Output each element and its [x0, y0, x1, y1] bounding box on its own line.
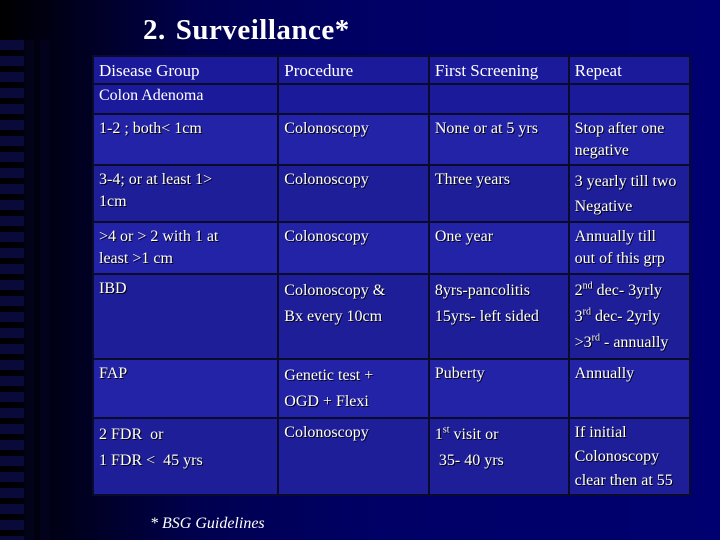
decorative-left-strip: [0, 40, 24, 540]
surveillance-table: [92, 55, 691, 496]
cell-line: Negative: [574, 198, 633, 215]
cell-line: None or at 5 yrs: [434, 120, 538, 137]
header-repeat: Repeat: [569, 56, 690, 84]
cell-repeat: [569, 274, 690, 359]
footnote: * BSG Guidelines: [150, 515, 265, 532]
cell-line: 1cm: [99, 193, 127, 210]
cell-line: Annually: [574, 365, 635, 382]
cell-line: 3-4; or at least 1>: [99, 171, 212, 188]
subheader-colon-adenoma: [93, 84, 278, 114]
cell-line: Three years: [434, 171, 510, 188]
cell-repeat: [569, 418, 690, 495]
cell-first-screening: [429, 418, 569, 495]
cell-line: OGD + Flexi: [284, 393, 369, 410]
title-text: Surveillance*: [175, 14, 350, 46]
table-row: [93, 114, 690, 165]
cell-line: Colonoscopy &: [284, 282, 386, 299]
slide-title: [143, 14, 350, 47]
cell-line: Colonoscopy: [574, 448, 660, 465]
cell-line: [435, 422, 563, 448]
cell-line: Colonoscopy: [284, 424, 369, 441]
cell-line: clear then at 55: [574, 472, 673, 489]
cell-line: Puberty: [434, 365, 485, 382]
cell-line: out of this grp: [574, 250, 665, 267]
cell-procedure: [278, 418, 429, 495]
cell-procedure: [278, 359, 429, 418]
header-procedure: Procedure: [278, 56, 429, 84]
table-header-row: [93, 56, 690, 84]
table-row: [93, 274, 690, 359]
cell-repeat: [569, 165, 690, 222]
header-first-screening: First Screening: [429, 56, 569, 84]
cell-repeat: [569, 222, 690, 274]
cell-disease-group: [93, 114, 278, 165]
cell-line: If initial: [574, 424, 627, 441]
cell-line: 2 FDR or: [99, 426, 164, 443]
cell-first-screening: [429, 114, 569, 165]
title-number: 2.: [143, 14, 166, 46]
table-row: [93, 222, 690, 274]
cell-first-screening: [429, 222, 569, 274]
empty-cell: [569, 84, 690, 114]
cell-repeat: [569, 359, 690, 418]
cell-line: least >1 cm: [99, 250, 173, 267]
table-row: [93, 418, 690, 495]
cell-disease-group: [93, 418, 278, 495]
cell-first-screening: [429, 359, 569, 418]
header-disease-group: Disease Group: [93, 56, 278, 84]
empty-cell: [429, 84, 569, 114]
cell-repeat: [569, 114, 690, 165]
empty-cell: [278, 84, 429, 114]
text: 35- 40 yrs: [434, 452, 504, 469]
cell-disease-group: [93, 165, 278, 222]
text: 1: [434, 426, 443, 443]
cell-line: 1-2 ; both< 1cm: [99, 120, 202, 137]
cell-line: negative: [574, 142, 629, 159]
cell-line: 8yrs-pancolitis: [434, 282, 530, 299]
cell-line: FAP: [99, 365, 128, 382]
cell-line: [575, 278, 684, 304]
cell-line: >4 or > 2 with 1 at: [99, 228, 219, 245]
cell-line: One year: [434, 228, 494, 245]
cell-disease-group: [93, 274, 278, 359]
cell-disease-group: [93, 222, 278, 274]
cell-procedure: [278, 274, 429, 359]
text: 2: [574, 282, 583, 299]
superscript: rd: [591, 332, 600, 344]
cell-procedure: [278, 114, 429, 165]
cell-line: Annually till: [574, 228, 656, 245]
cell-line: Stop after one: [574, 120, 665, 137]
cell-procedure: [278, 222, 429, 274]
cell-line: 1 FDR < 45 yrs: [99, 452, 203, 469]
decorative-left-pattern: [24, 40, 64, 540]
table-row: [93, 165, 690, 222]
table-subheader-row: [93, 84, 690, 114]
superscript: nd: [582, 280, 593, 292]
cell-line: IBD: [99, 280, 127, 297]
cell-line: [435, 448, 563, 474]
superscript: st: [442, 424, 450, 436]
cell-procedure: [278, 165, 429, 222]
cell-disease-group: [93, 359, 278, 418]
text: dec- 2yrly: [590, 308, 661, 325]
cell-line: Colonoscopy: [284, 171, 369, 188]
superscript: rd: [582, 306, 591, 318]
cell-line: Genetic test +: [284, 367, 374, 384]
text: 3: [574, 308, 583, 325]
text: dec- 3yrly: [592, 282, 662, 299]
cell-line: 3 yearly till two: [574, 173, 677, 190]
table-row: [93, 359, 690, 418]
text: visit or: [449, 426, 499, 443]
cell-first-screening: [429, 165, 569, 222]
cell-line: 15yrs- left sided: [434, 308, 539, 325]
cell-line: [575, 304, 684, 330]
cell-line: Bx every 10cm: [284, 308, 383, 325]
cell-first-screening: [429, 274, 569, 359]
cell-line: [575, 330, 684, 356]
text: >3: [574, 334, 592, 351]
subheader-label: Colon Adenoma: [99, 87, 204, 104]
text: - annually: [600, 334, 669, 351]
cell-line: Colonoscopy: [284, 228, 369, 245]
cell-line: Colonoscopy: [284, 120, 369, 137]
